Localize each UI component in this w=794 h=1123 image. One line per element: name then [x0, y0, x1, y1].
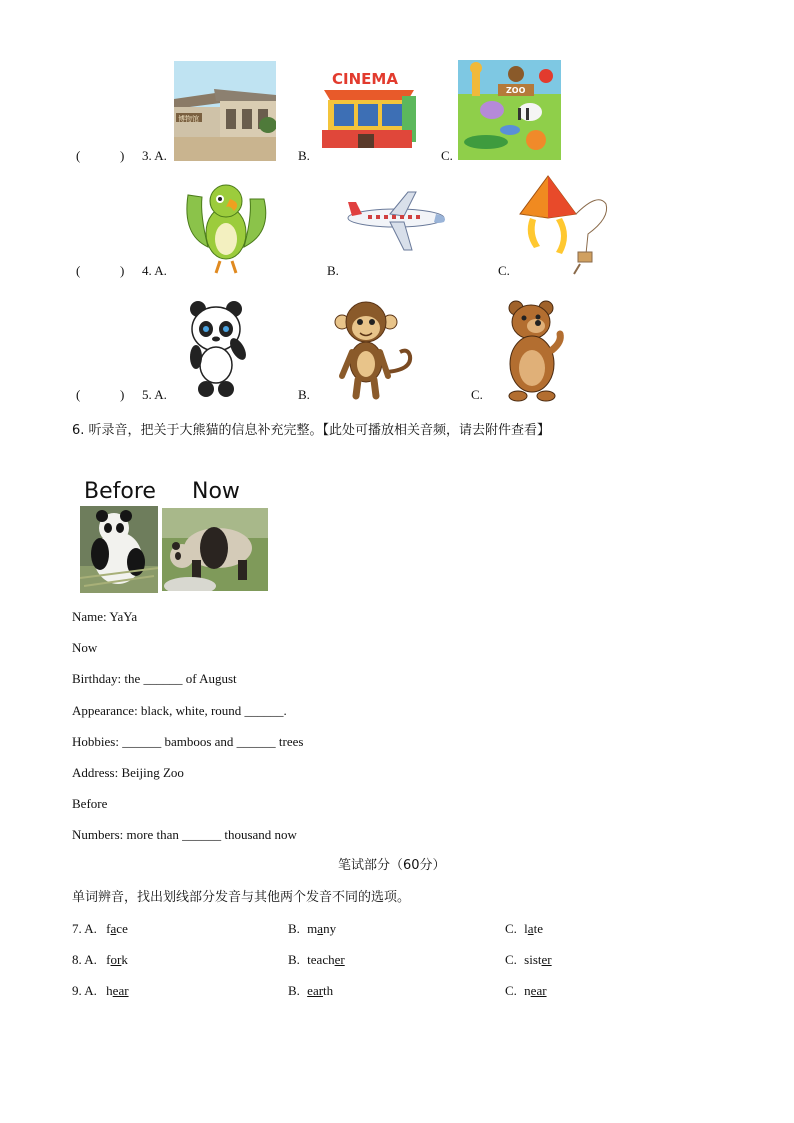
zoo-image — [458, 60, 561, 160]
zoo-sign-text: ZOO — [506, 86, 526, 95]
panda-image — [184, 299, 248, 399]
question-number: 4. A. — [142, 263, 167, 278]
phonics-row-9-b — [288, 983, 333, 999]
cinema-image — [318, 66, 420, 154]
cinema-sign-text: CINEMA — [332, 70, 398, 88]
section-title: 笔试部分（60分） — [338, 858, 446, 873]
phonics-row-8 — [72, 952, 128, 968]
phonics-row-9-c — [505, 983, 547, 999]
option-a-word: hear — [106, 983, 129, 998]
option-c-label: C. — [498, 263, 510, 278]
option-b-label: B. — [298, 387, 310, 402]
phonics-row-8-b — [288, 952, 345, 968]
option-b-label: B. — [298, 148, 310, 163]
question-number: 8. A. — [72, 952, 97, 967]
option-a-word: fork — [106, 952, 128, 967]
option-a-word: face — [106, 921, 128, 936]
q6-prompt: 6. 听录音，把关于大熊猫的信息补充完整。【此处可播放相关音频，请去附件查看】 — [72, 423, 551, 438]
option-c-label: C. — [505, 952, 517, 967]
option-b-word: teacher — [307, 952, 345, 967]
q6-line-name: Name: YaYa — [72, 609, 138, 624]
option-b-label: B. — [288, 983, 300, 998]
panda-before-now-figure — [78, 478, 268, 598]
option-b-label: B. — [288, 952, 300, 967]
kite-image — [516, 174, 612, 276]
option-c-word: sister — [524, 952, 552, 967]
option-b-word: many — [307, 921, 337, 936]
now-label: Now — [192, 479, 240, 504]
q6-line-hobbies: Hobbies: ______ bamboos and ______ trees — [72, 734, 304, 749]
section-instruction: 单词辨音，找出划线部分发音与其他两个发音不同的选项。 — [72, 890, 411, 905]
bear-image — [502, 298, 566, 402]
option-c-word: late — [524, 921, 543, 936]
answer-paren-open: ( — [76, 263, 81, 278]
option-b-label: B. — [288, 921, 300, 936]
option-b-label: B. — [327, 263, 339, 278]
museum-sign-text: 博物馆 — [178, 115, 199, 123]
question-number: 7. A. — [72, 921, 97, 936]
option-c-label: C. — [505, 921, 517, 936]
before-label: Before — [84, 479, 156, 504]
question-number: 9. A. — [72, 983, 97, 998]
phonics-row-7-c — [505, 921, 543, 937]
parrot-image — [180, 175, 272, 275]
question-number: 5. A. — [142, 387, 167, 402]
phonics-row-7-b — [288, 921, 336, 937]
answer-paren-open: ( — [76, 148, 81, 163]
answer-paren-close: ) — [120, 148, 125, 163]
q6-line-now: Now — [72, 640, 98, 655]
panda-now-photo — [162, 508, 268, 591]
q6-line-birthday: Birthday: the ______ of August — [72, 671, 237, 686]
answer-paren-close: ) — [120, 387, 125, 402]
panda-before-photo — [80, 506, 158, 593]
question-number: 3. A. — [142, 148, 167, 163]
answer-paren-close: ) — [120, 263, 125, 278]
option-c-word: near — [524, 983, 547, 998]
monkey-image — [330, 300, 414, 400]
phonics-row-8-c — [505, 952, 552, 968]
q6-line-appearance: Appearance: black, white, round ______. — [72, 703, 287, 718]
q6-line-address: Address: Beijing Zoo — [72, 765, 184, 780]
option-c-label: C. — [471, 387, 483, 402]
option-b-word: earth — [307, 983, 334, 998]
airplane-image — [344, 188, 450, 254]
q6-line-numbers: Numbers: more than ______ thousand now — [72, 827, 297, 842]
q6-line-before: Before — [72, 796, 108, 811]
phonics-row-7 — [72, 921, 128, 937]
option-c-label: C. — [505, 983, 517, 998]
option-c-label: C. — [441, 148, 453, 163]
museum-image — [174, 61, 276, 161]
phonics-row-9 — [72, 983, 129, 999]
answer-paren-open: ( — [76, 387, 81, 402]
